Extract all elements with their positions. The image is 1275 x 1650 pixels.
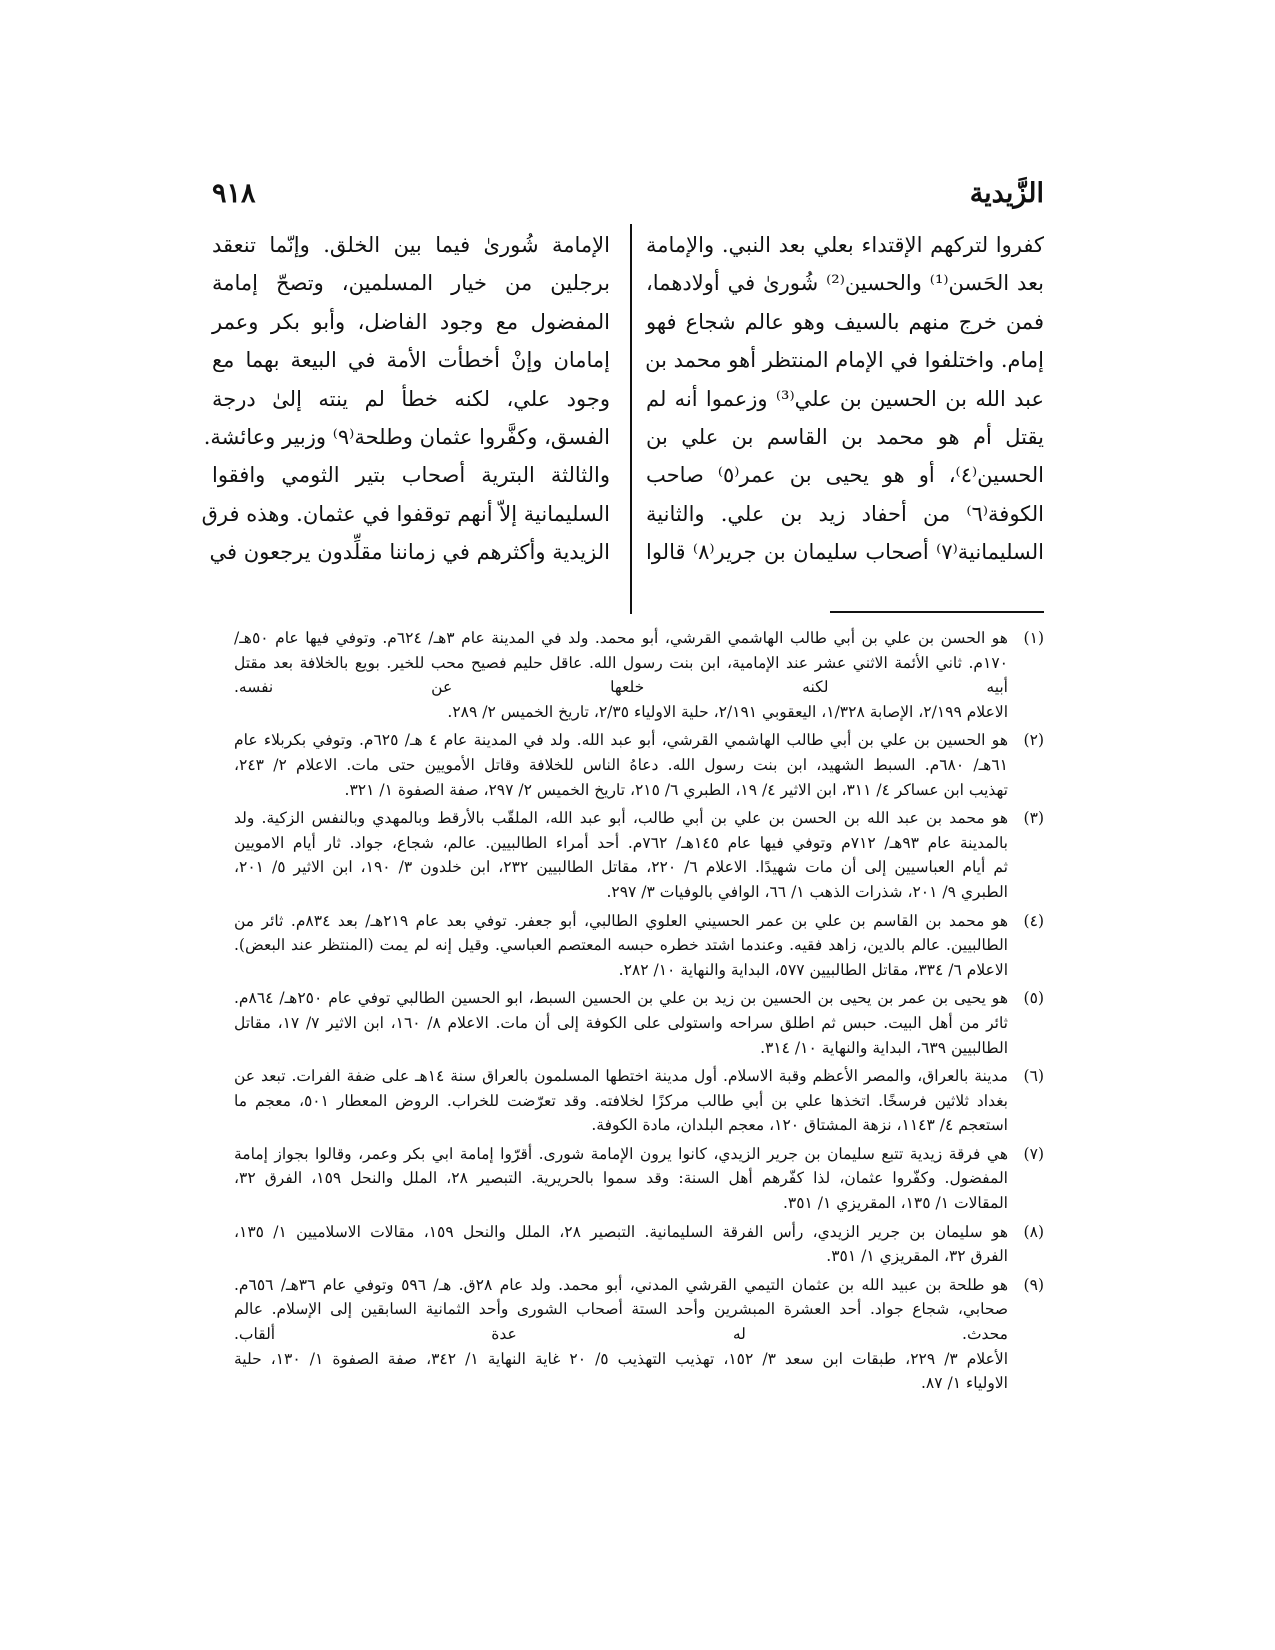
footnote: [234, 986, 1044, 1060]
footnote-number: (٧): [1023, 1144, 1044, 1163]
footnote-line: ثم أيام العباسيين إلى أن مات شهيدًا. الاعلام ٦/ ٢٢٠، مقاتل الطالبيين ٢٣٢، ابن خلدون ٣/ ١٩٠، ابن الاثير ٥/ ٢٠١،: [234, 858, 1008, 877]
footnote: [234, 1142, 1044, 1216]
footnote-line: المقالات ١/ ١٣٥، المقريزي ١/ ٣٥١.: [782, 1194, 1008, 1213]
footnote-line: صحابي، شجاع جواد. أحد العشرة المبشرين وأحد الستة أصحاب الشورى وأحد الثمانية السابقين إلى الإسلام. عالم: [234, 1300, 1008, 1319]
footnotes: [234, 626, 1044, 1400]
footnote-line: هو الحسن بن علي بن أبي طالب الهاشمي القرشي، أبو محمد. ولد في المدينة عام ٣هـ/ ٦٢٤م. وتوفي فيها عام ٥٠هـ/: [234, 629, 1008, 647]
footnote-number: (٢): [1023, 731, 1044, 750]
text-line: المفضول مع وجود الفاضل، وأبو بكر وعمر: [212, 309, 610, 334]
footnote-line: هو محمد بن القاسم بن علي بن عمر الحسيني العلوي الطالبي، أبو جعفر. توفي بعد عام ٢١٩هـ/ بعد ٨٣٤م. ثائر من: [234, 911, 1008, 930]
footnote-line: بغداد ثلاثين فرسخًا. اتخذها علي بن أبي طالب مركزًا لخلافته. وقد تعرّضت للخراب. الروض المعطار ٥٠١، معجم ما: [234, 1091, 1008, 1110]
footnote-line: محدث. له عدة ألقاب.: [234, 1325, 1008, 1344]
text-line: يقتل أم هو محمد بن القاسم بن علي بن: [646, 425, 1044, 450]
text-line: الكوفة⁽٦⁾ من أحفاد زيد بن علي. والثانية: [646, 501, 1044, 526]
text-line: برجلين من خيار المسلمين، وتصحّ إمامة: [212, 271, 610, 296]
footnote: [234, 728, 1044, 802]
main-text-left-column: [201, 226, 610, 572]
text-line: والثالثة البترية أصحاب بتير الثومي وافقوا: [212, 463, 610, 488]
text-line: بعد الحَسن⁽¹⁾ والحسين⁽²⁾ شُورىٰ في أولادهما،: [646, 271, 1045, 296]
footnote-line: بالمدينة عام ٩٣هـ/ ٧١٢م وتوفي فيها عام ١٤٥هـ/ ٧٦٢م. أحد أمراء الطالبيين. عالم، شجاع، جواد. ثار أيام الامويين: [234, 833, 1008, 852]
text-line: السليمانية إلاّ أنهم توقفوا في عثمان. وهذه فرق: [201, 501, 610, 526]
text-line: إمامان وإنْ أخطأت الأمة في البيعة بهما مع: [212, 348, 610, 373]
footnote-number: (٨): [1023, 1222, 1044, 1241]
text-line: كفروا لتركهم الإقتداء بعلي بعد النبي. والإمامة: [646, 233, 1044, 257]
footnote-line: ١٧٠م. ثاني الأئمة الاثني عشر عند الإمامية، ابن بنت رسول الله. عاقل حليم فصيح محب للخير. بويع بالخلافة بعد مقتل: [234, 653, 1008, 672]
footnote: [234, 626, 1044, 724]
footnote-line: تهذيب ابن عساكر ٤/ ٣١١، ابن الاثير ٤/ ١٩، الطبري ٦/ ٢١٥، تاريخ الخميس ٢/ ٢٩٧، صفة الصفوة ١/ ٣٢١.: [344, 780, 1008, 799]
footnote-line: هي فرقة زيدية تتبع سليمان بن جرير الزيدي، كانوا يرون الإمامة شورى. أقرّوا إمامة ابي بكر وعمر، وقالوا بجواز إمامة: [234, 1144, 1008, 1163]
text-line: السليمانية⁽٧⁾ أصحاب سليمان بن جرير⁽٨⁾ قالوا: [646, 540, 1044, 565]
footnote-line: هو الحسين بن علي بن أبي طالب الهاشمي القرشي، أبو عبد الله. ولد في المدينة عام ٤ هـ/ ٦٢٥م. وتوفي بكربلاء عام: [234, 731, 1008, 750]
footnote-line: هو محمد بن عبد الله بن الحسن بن علي بن أبي طالب، أبو عبد الله، الملقّب بالأرقط وبالمهدي وبالنفس الزكية. ولد: [234, 809, 1008, 828]
footnote-line: ثائر من أهل البيت. حبس ثم اطلق سراحه واستولى على الكوفة إلى أن مات. الاعلام ٨/ ١٦٠، ابن الاثير ٧/ ١٧، مقاتل: [234, 1013, 1008, 1032]
footnote-number: (٩): [1023, 1275, 1044, 1294]
footnote-line: الطالبيين ٦٣٩، البداية والنهاية ١٠/ ٣١٤.: [760, 1038, 1008, 1057]
footnote-line: الاعلام ٢/١٩٩، الإصابة ١/٣٢٨، اليعقوبي ٢/١٩١، حلية الاولياء ٢/٣٥، تاريخ الخميس ٢/ ٢٨٩.: [447, 702, 1008, 721]
footnote-number: (٥): [1023, 989, 1044, 1008]
footnote-line: المفضول. وكفّروا عثمان، لذا كفّرهم أهل السنة: وقد سموا بالحريرية. التبصير ٢٨، الملل والنحل ١٥٩، الفرق ٣٢،: [234, 1169, 1008, 1188]
text-line: إمام. واختلفوا في الإمام المنتظر أهو محمد بن: [645, 348, 1044, 373]
footnote-number: (١): [1023, 629, 1044, 647]
footnote: [234, 909, 1044, 983]
footnote-line: الفرق ٣٢، المقريزي ١/ ٣٥١.: [826, 1247, 1008, 1266]
footnote-line: استعجم ٤/ ١١٤٣، نزهة المشتاق ١٢٠، معجم البلدان، مادة الكوفة.: [591, 1116, 1008, 1135]
footnote: [234, 1220, 1044, 1269]
footnote-line: الاعلام ٦/ ٣٣٤، مقاتل الطالبيين ٥٧٧، البداية والنهاية ١٠/ ٢٨٢.: [618, 960, 1008, 979]
footnote-line: الطبري ٩/ ٢٠١، شذرات الذهب ١/ ٦٦، الوافي بالوفيات ٣/ ٢٩٧.: [606, 882, 1008, 901]
page-number: ٩١٨: [212, 178, 256, 209]
footnote: [234, 1273, 1044, 1396]
footnote: [234, 1064, 1044, 1138]
footnote: [234, 806, 1044, 904]
text-line: الفسق، وكفَّروا عثمان وطلحة⁽٩⁾ وزبير وعائشة.: [203, 425, 610, 450]
footnote-line: الطالبيين. عالم بالدين، زاهد فقيه. وعندما اشتد خطره حبسه المعتصم العباسي. وقيل إنه لم يمت (المنتظر عند البعض).: [234, 936, 1008, 955]
footnote-line: هو يحيى بن عمر بن يحيى بن الحسين بن زيد بن علي بن الحسين السبط، ابو الحسين الطالبي توفي عام ٢٥٠هـ/ ٨٦٤م.: [234, 989, 1008, 1008]
footnote-separator: [830, 611, 1044, 613]
footnote-line: هو سليمان بن جرير الزيدي، رأس الفرقة السليمانية. التبصير ٢٨، الملل والنحل ١٥٩، مقالات الاسلاميين ١/ ١٣٥،: [234, 1222, 1008, 1241]
page-header: [212, 178, 1044, 218]
text-line: الحسين⁽٤⁾، أو هو يحيى بن عمر⁽٥⁾ صاحب: [646, 463, 1044, 488]
footnote-number: (٣): [1023, 809, 1044, 828]
column-divider: [630, 224, 632, 614]
main-text-right-column: [646, 226, 1044, 572]
text-line: وجود علي، لكنه خطأ لم ينته إلىٰ درجة: [212, 386, 610, 411]
footnote-line: مدينة بالعراق، والمصر الأعظم وقبة الاسلام. أول مدينة اختطها المسلمون بالعراق سنة ١٤هـ على ضفة الفرات. تبعد عن: [234, 1067, 1008, 1086]
footnote-line: أبيه لكنه خلعها عن نفسه.: [234, 678, 1008, 697]
footnote-line: هو طلحة بن عبيد الله بن عثمان التيمي القرشي المدني، أبو محمد. ولد عام ٢٨ق. هـ/ ٥٩٦ وتوفي عام ٣٦هـ/ ٦٥٦م.: [234, 1275, 1009, 1294]
footnote-line: الأعلام ٣/ ٢٢٩، طبقات ابن سعد ٣/ ١٥٢، تهذيب التهذيب ٥/ ٢٠ غاية النهاية ١/ ٣٤٢، صفة الصفوة ١/ ١٣٠، حلية: [234, 1349, 1009, 1368]
text-line: عبد الله بن الحسين بن علي⁽³⁾ وزعموا أنه لم: [646, 386, 1044, 411]
text-line: الإمامة شُورىٰ فيما بين الخلق. وإنّما تنعقد: [212, 233, 610, 257]
footnote-number: (٤): [1023, 911, 1044, 930]
footnote-number: (٦): [1023, 1067, 1044, 1086]
text-line: الزيدية وأكثرهم في زماننا مقلِّدون يرجعون في: [209, 540, 610, 565]
running-title: الزَّيدية: [969, 178, 1044, 209]
footnote-line: ٦١هـ/ ٦٨٠م. السبط الشهيد، ابن بنت رسول الله. دعاهُ الناس للخلافة وقاتل الأمويين حتى مات. الاعلام ٢/ ٢٤٣،: [234, 755, 1008, 774]
text-line: فمن خرج منهم بالسيف وهو عالم شجاع فهو: [646, 309, 1044, 334]
footnote-line: الاولياء ١/ ٨٧.: [920, 1374, 1008, 1393]
